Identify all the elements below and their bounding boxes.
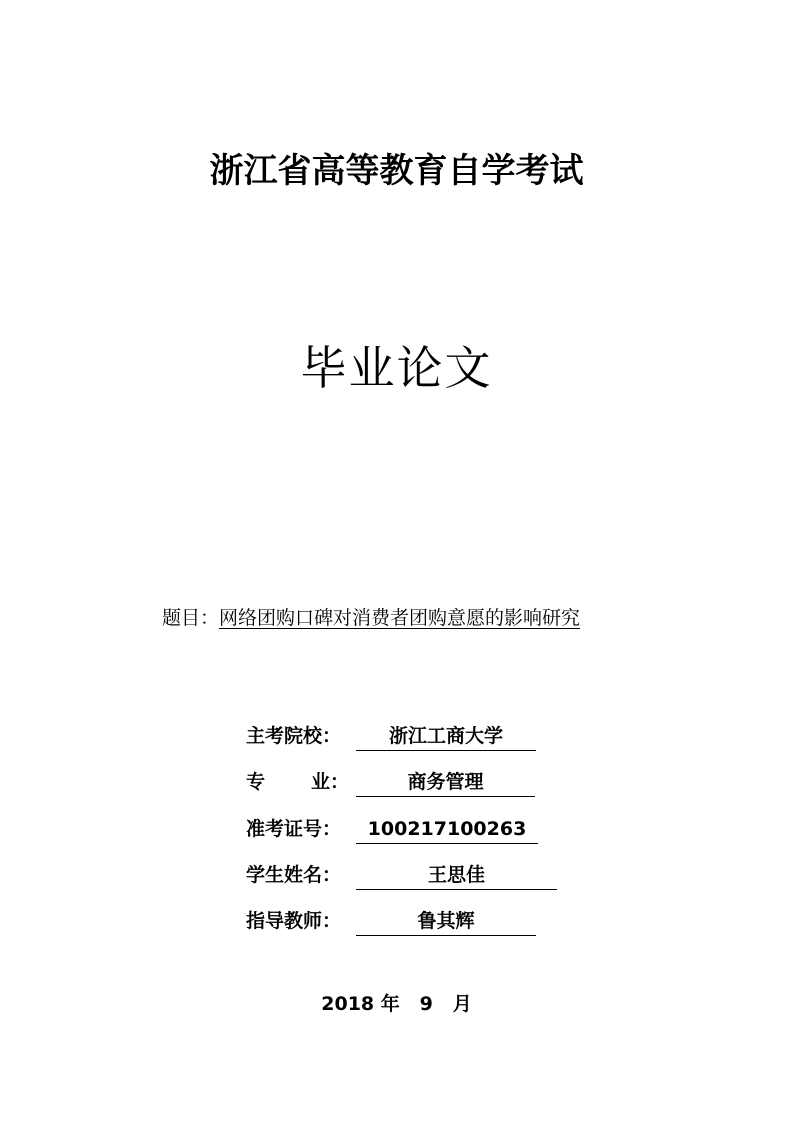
major-row [246, 767, 541, 797]
year-unit: 年 [380, 993, 400, 1015]
date-row [0, 990, 793, 1018]
exam-id-row [246, 814, 546, 844]
month-value: 9 [419, 993, 433, 1015]
major-label-part2: 业： [311, 771, 350, 793]
advisor-row [246, 906, 541, 936]
school-label: 主考院校： [246, 725, 342, 747]
topic-value: 网络团购口碑对消费者团购意愿的影响研究 [219, 607, 581, 629]
document-type-heading: 毕业论文 [300, 341, 493, 395]
student-value: 王思佳 [356, 860, 557, 890]
thesis-topic-row [162, 604, 580, 632]
school-value: 浙江工商大学 [356, 721, 536, 751]
topic-label: 题目： [162, 607, 220, 629]
advisor-label: 指导教师： [246, 910, 342, 932]
student-row [246, 860, 561, 890]
major-label-part1: 专 [246, 771, 266, 793]
major-value: 商务管理 [356, 767, 535, 797]
exam-id-value: 100217100263 [356, 814, 538, 844]
school-row [246, 721, 541, 751]
exam-authority-title: 浙江省高等教育自学考试 [209, 151, 584, 191]
advisor-value: 鲁其辉 [356, 906, 536, 936]
exam-id-label: 准考证号： [246, 818, 342, 840]
year-value: 2018 [321, 993, 375, 1015]
student-label: 学生姓名： [246, 864, 342, 886]
month-unit: 月 [452, 993, 472, 1015]
